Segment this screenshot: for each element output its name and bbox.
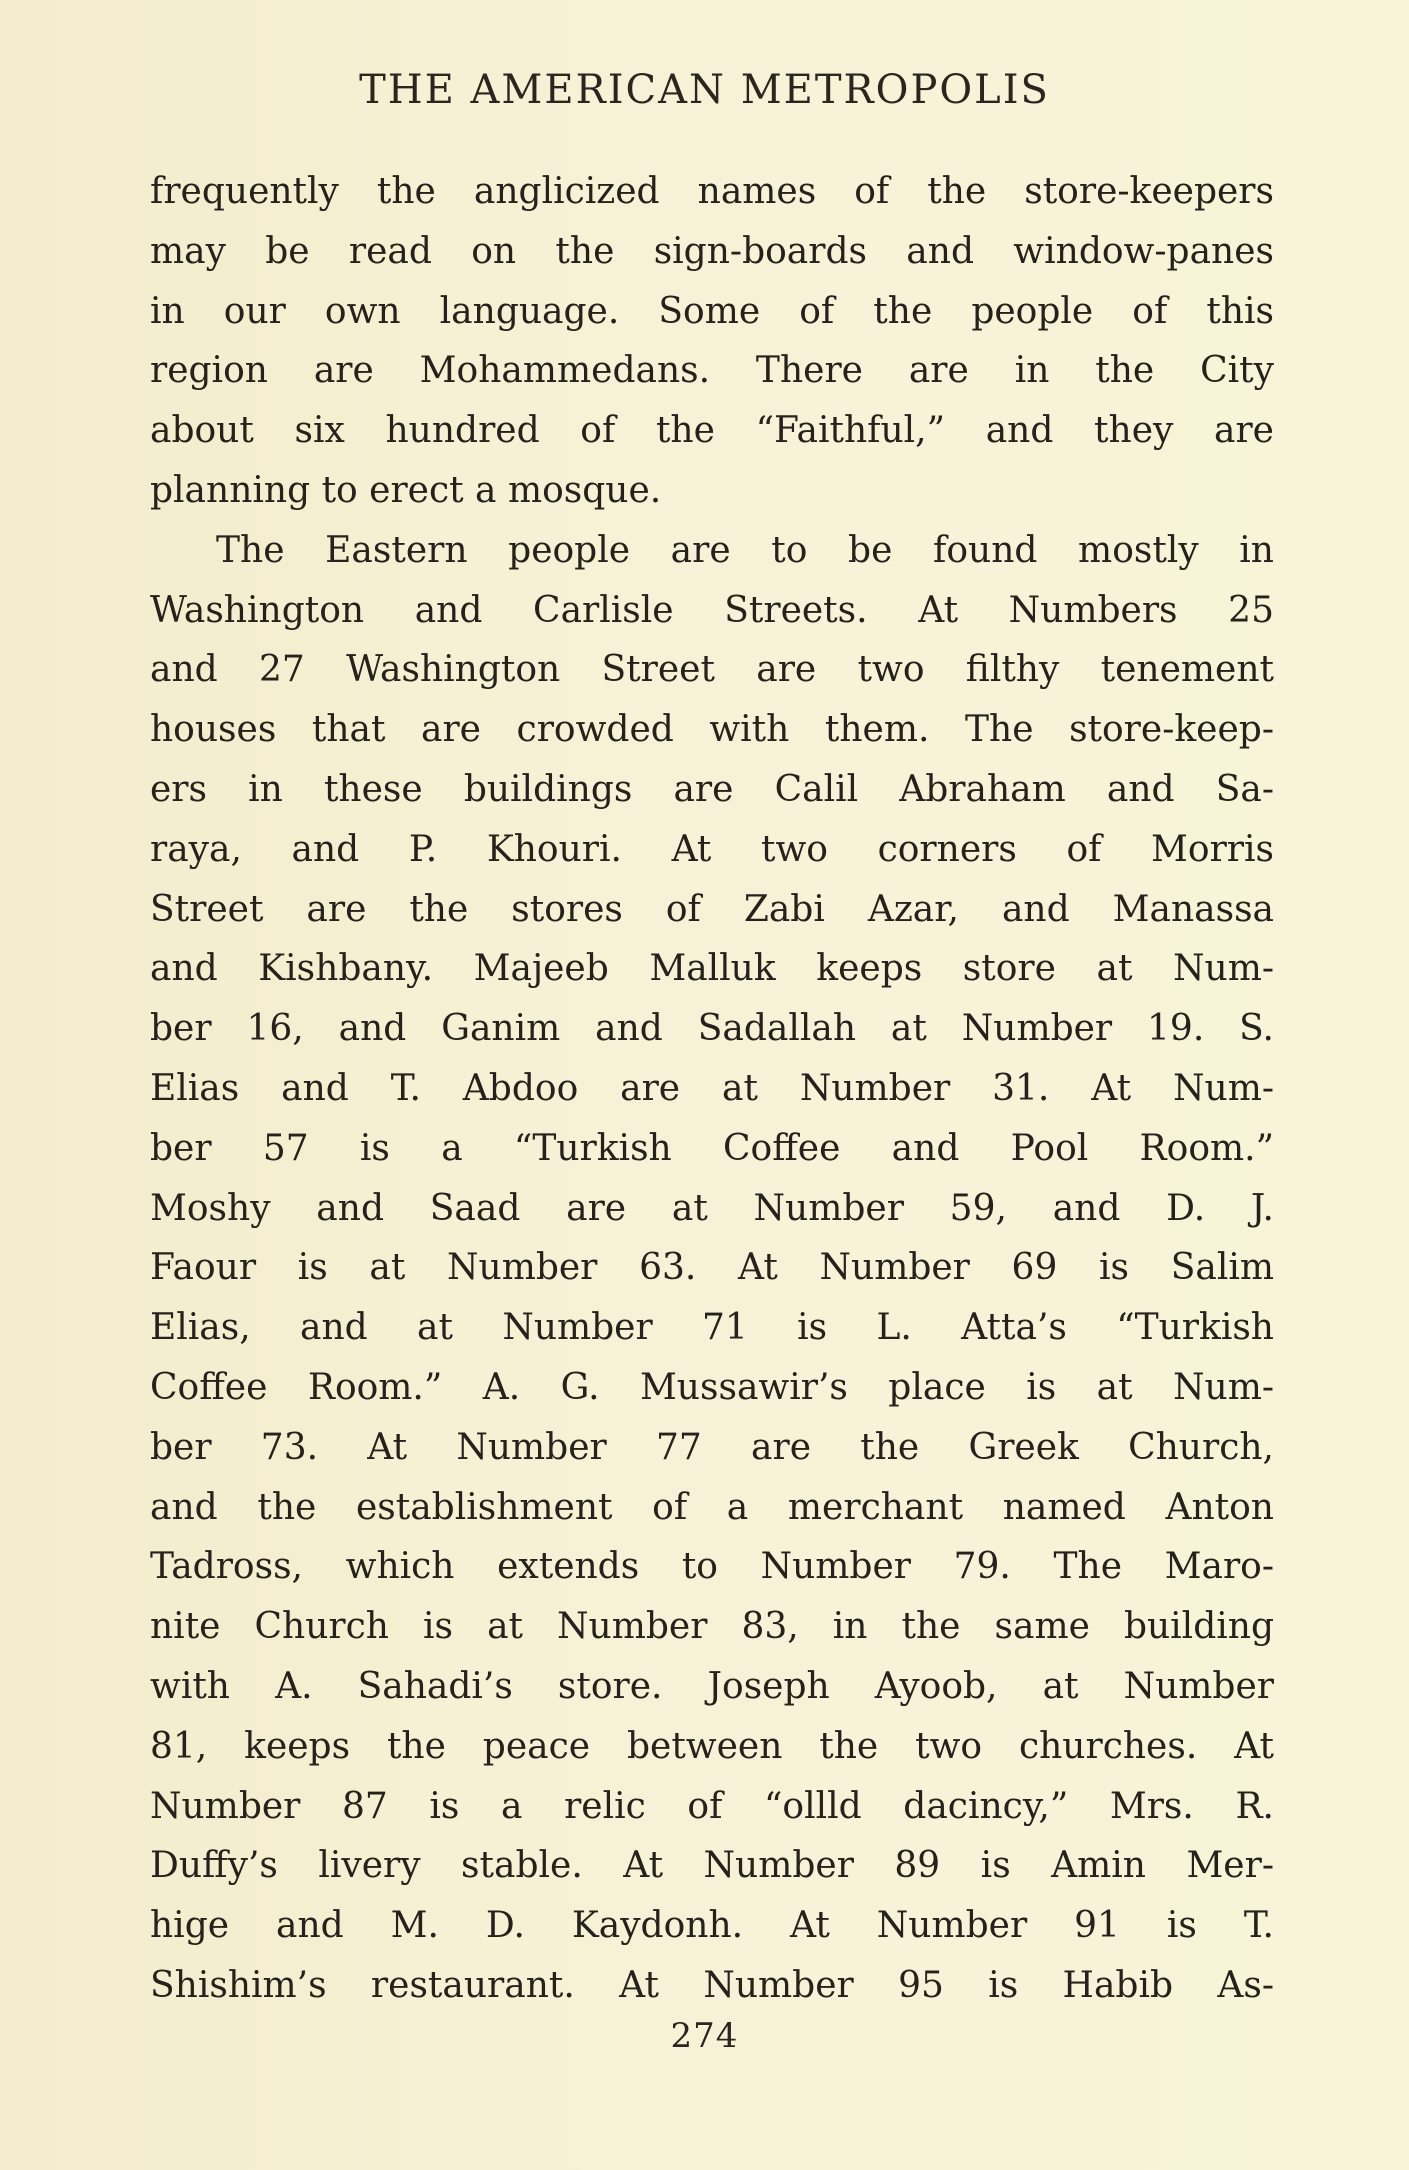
text-line: frequently the anglicized names of the store-keepers <box>150 171 1274 212</box>
text-line: Coffee Room.” A. G. Mussawir’s place is at Num- <box>150 1366 1274 1408</box>
text-line: Tadross, which extends to Number 79. The Maro- <box>150 1546 1274 1588</box>
page-number: 274 <box>670 2016 739 2056</box>
text-line: and Kishbany. Majeeb Malluk keeps store at Num- <box>150 948 1274 990</box>
text-line: Duffy’s livery stable. At Number 89 is Amin Mer- <box>150 1845 1274 1887</box>
text-line: 81, keeps the peace between the two churches. At <box>150 1725 1274 1767</box>
text-line: Number 87 is a relic of “ollld dacincy,” Mrs. R. <box>150 1785 1274 1827</box>
text-line: Shishim’s restaurant. At Number 95 is Habib As- <box>150 1964 1274 2006</box>
text-line: ers in these buildings are Calil Abraham and Sa- <box>150 768 1274 810</box>
text-line: Faour is at Number 63. At Number 69 is Salim <box>150 1247 1274 1289</box>
text-line: may be read on the sign-boards and window-panes <box>150 230 1274 272</box>
text-line: ber 73. At Number 77 are the Greek Church, <box>150 1426 1274 1468</box>
text-line: nite Church is at Number 83, in the same building <box>150 1606 1274 1648</box>
text-line: planning to erect a mosque. <box>150 469 662 511</box>
text-line: raya, and P. Khouri. At two corners of Morris <box>150 828 1274 870</box>
body-text <box>150 162 1274 2016</box>
text-line: with A. Sahadi’s store. Joseph Ayoob, at Number <box>150 1665 1274 1707</box>
text-line: ber 16, and Ganim and Sadallah at Number 19. S. <box>150 1008 1274 1050</box>
text-line: Street are the stores of Zabi Azar, and Manassa <box>150 888 1274 930</box>
text-line: and the establishment of a merchant named Anton <box>150 1486 1274 1528</box>
text-line: Elias and T. Abdoo are at Number 31. At Num- <box>150 1067 1274 1109</box>
running-head: THE AMERICAN METROPOLIS <box>359 67 1050 113</box>
text-line: The Eastern people are to be found mostly in <box>216 529 1274 571</box>
text-line: hige and M. D. Kaydonh. At Number 91 is T. <box>150 1905 1274 1947</box>
text-line: Elias, and at Number 71 is L. Atta’s “Turkish <box>150 1307 1274 1349</box>
text-line: and 27 Washington Street are two filthy tenement <box>150 649 1274 691</box>
text-line: Moshy and Saad are at Number 59, and D. J. <box>150 1187 1274 1229</box>
text-line: in our own language. Some of the people of this <box>150 290 1274 332</box>
text-line: houses that are crowded with them. The store-keep- <box>150 709 1274 751</box>
text-line: about six hundred of the “Faithful,” and they are <box>150 410 1274 452</box>
text-line: ber 57 is a “Turkish Coffee and Pool Room.” <box>150 1127 1274 1169</box>
text-line: Washington and Carlisle Streets. At Numbers 25 <box>150 589 1274 631</box>
text-line: region are Mohammedans. There are in the City <box>150 350 1274 392</box>
